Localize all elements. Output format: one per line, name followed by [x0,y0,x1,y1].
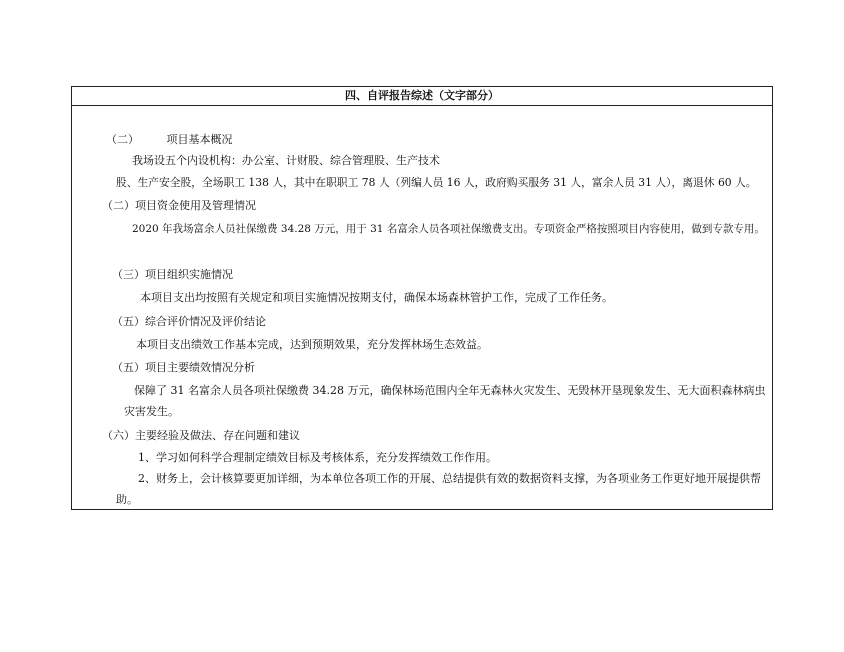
paragraph-line: 本项目支出均按照有关规定和项目实施情况按期支付，确保本场森林管护工作，完成了工作任务。 [140,291,613,304]
paragraph-line: 灾害发生。 [124,405,179,418]
paragraph-line: 2020 年我场富余人员社保缴费 34.28 万元，用于 31 名富余人员各项社保缴费支出。专项资金严格按照项目内容使用，做到专款专用。 [132,223,765,235]
section-heading: （三）项目组织实施情况 [112,268,233,281]
paragraph-line: 1、学习如何科学合理制定绩效目标及考核体系，充分发挥绩效工作作用。 [138,451,497,464]
section-heading: （五）综合评价情况及评价结论 [112,315,266,328]
section-heading: （六）主要经验及做法、存在问题和建议 [102,429,300,442]
paragraph-line: 本项目支出绩效工作基本完成，达到预期效果，充分发挥林场生态效益。 [136,338,488,351]
report-title: 四、自评报告综述（文字部分） [72,87,772,106]
paragraph-line: 保障了 31 名富余人员各项社保缴费 34.28 万元，确保林场范围内全年无森林火灾发生、无毁林开垦现象发生、无大面积森林病虫 [134,384,766,397]
section-heading: （二）项目资金使用及管理情况 [102,199,256,212]
paragraph-line: 助。 [116,493,138,506]
section-heading: （五）项目主要绩效情况分析 [112,361,255,374]
section-heading: （二） 项目基本概况 [106,133,233,146]
paragraph-line: 股、生产安全股，全场职工 138 人，其中在职职工 78 人（列编人员 16 人，政府购买服务 31 人，富余人员 31 人），离退休 60 人。 [116,176,757,189]
paragraph-line: 我场设五个内设机构：办公室、计财股、综合管理股、生产技术 [132,154,440,167]
paragraph-line: 2、财务上，会计核算要更加详细，为本单位各项工作的开展、总结提供有效的数据资料支撑，为各项业务工作更好地开展提供帮 [138,472,761,485]
report-frame [71,86,773,510]
